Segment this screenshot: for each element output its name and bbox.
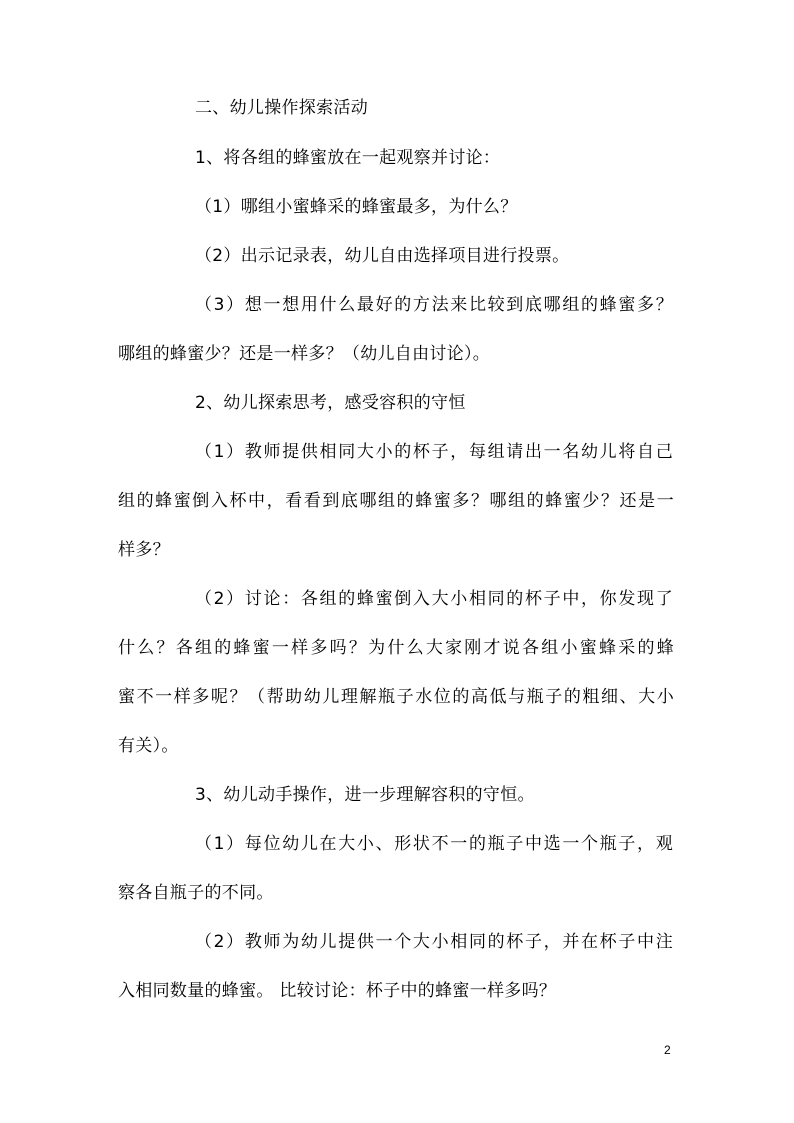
- paragraph-line: （3）想一想用什么最好的方法来比较到底哪组的蜂蜜多？: [195, 295, 673, 315]
- paragraph-line: 蜜不一样多呢？（帮助幼儿理解瓶子水位的高低与瓶子的粗细、大小: [118, 687, 674, 707]
- paragraph-line: 察各自瓶子的不同。: [118, 883, 274, 903]
- paragraph-line: 哪组的蜂蜜少？还是一样多？（幼儿自由讨论）。: [118, 344, 491, 364]
- section-heading: 二、幼儿操作探索活动: [195, 98, 368, 118]
- paragraph-line: 样多？: [118, 540, 170, 560]
- paragraph-line: 有关）。: [118, 736, 179, 756]
- page-number: 2: [664, 1043, 671, 1057]
- step-heading-3: 3、幼儿动手操作，进一步理解容积的守恒。: [195, 785, 535, 805]
- step-heading-1: 1、将各组的蜂蜜放在一起观察并讨论：: [195, 148, 501, 168]
- paragraph-line: （2）教师为幼儿提供一个大小相同的杯子，并在杯子中注: [195, 932, 673, 952]
- paragraph-line: （1）哪组小蜜蜂采的蜂蜜最多，为什么？: [195, 197, 518, 217]
- paragraph-line: （1）每位幼儿在大小、形状不一的瓶子中选一个瓶子，观: [195, 834, 673, 854]
- paragraph-line: 组的蜂蜜倒入杯中，看看到底哪组的蜂蜜多？哪组的蜂蜜少？还是一: [118, 491, 674, 511]
- paragraph-line: （1）教师提供相同大小的杯子，每组请出一名幼儿将自己: [195, 442, 673, 462]
- paragraph-line: （2）讨论：各组的蜂蜜倒入大小相同的杯子中，你发现了: [195, 589, 673, 609]
- paragraph-line: 入相同数量的蜂蜜。 比较讨论：杯子中的蜂蜜一样多吗？: [118, 981, 557, 1001]
- step-heading-2: 2、幼儿探索思考，感受容积的守恒: [195, 393, 466, 413]
- paragraph-line: （2）出示记录表，幼儿自由选择项目进行投票。: [195, 246, 570, 266]
- paragraph-line: 什么？各组的蜂蜜一样多吗？为什么大家刚才说各组小蜜蜂采的蜂: [118, 638, 674, 658]
